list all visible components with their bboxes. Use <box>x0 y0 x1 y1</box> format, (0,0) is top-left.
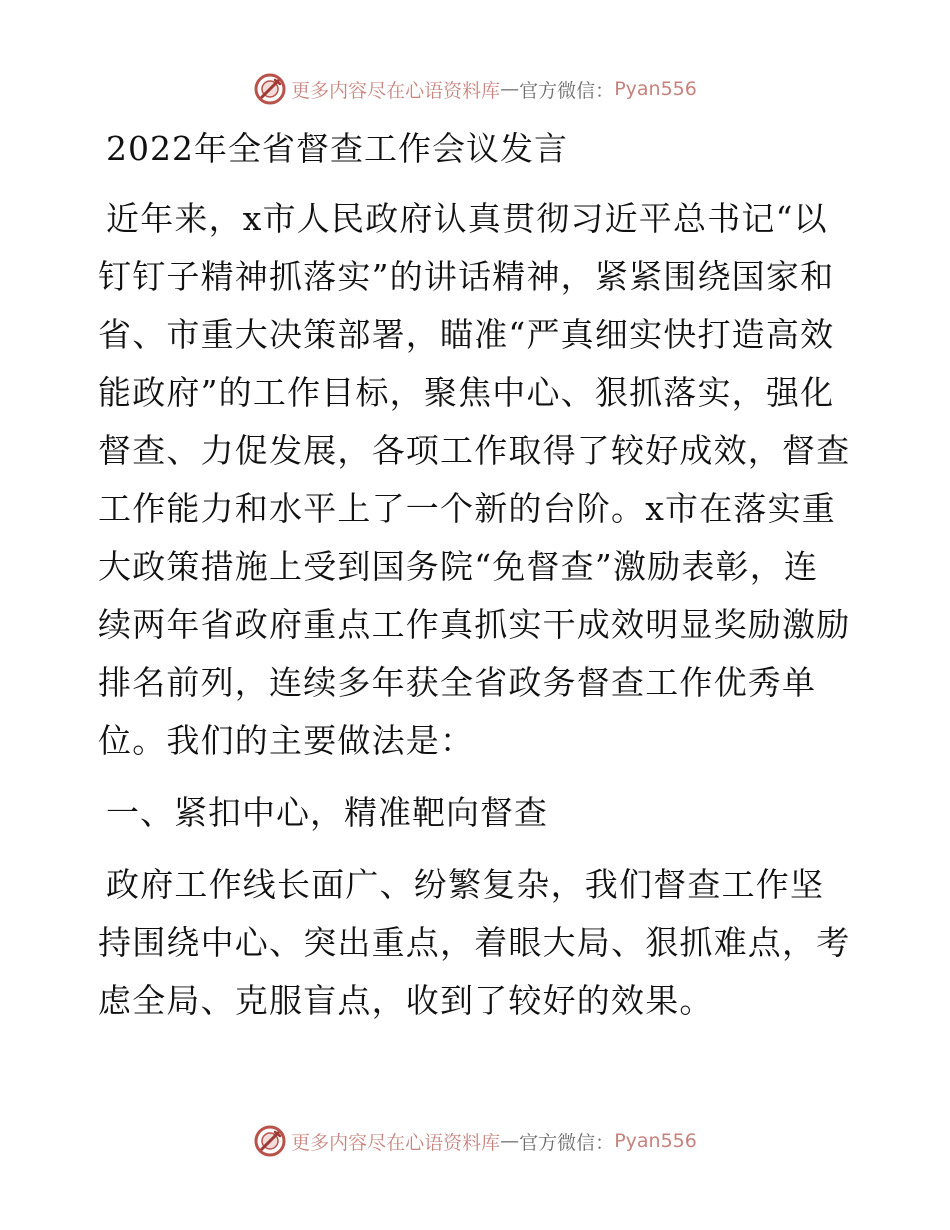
watermark-separator: — <box>500 1130 520 1152</box>
document-body <box>98 120 858 1030</box>
watermark-main-text: 更多内容尽在心语资料库 <box>291 1131 501 1154</box>
watermark-separator: — <box>500 78 520 100</box>
paragraph-line: 督查、力促发展，各项工作取得了较好成效，督查 <box>98 431 851 470</box>
paragraph-line: 大政策措施上受到国务院“免督查”激励表彰，连 <box>98 547 819 586</box>
paragraph-line: 工作能力和水平上了一个新的台阶。x市在落实重 <box>98 489 837 528</box>
paragraph-line: 排名前列，连续多年获全省政务督查工作优秀单 <box>98 663 817 702</box>
paragraph-line: 持围绕中心、突出重点，着眼大局、狠抓难点，考 <box>98 923 851 962</box>
red-circular-logo-icon <box>253 72 287 106</box>
paragraph-line: 能政府”的工作目标，聚焦中心、狠抓落实，强化 <box>98 373 835 412</box>
watermark-main-text: 更多内容尽在心语资料库 <box>291 79 501 102</box>
paragraph-line: 省、市重大决策部署，瞄准“严真细实快打造高效 <box>98 315 835 354</box>
paragraph-intro <box>98 190 858 770</box>
watermark-wechat-label: 官方微信： <box>519 79 615 102</box>
watermark-wechat-label: 官方微信： <box>519 1131 615 1154</box>
paragraph-line: 政府工作线长面广、纷繁复杂，我们督查工作坚 <box>106 865 825 904</box>
watermark-wechat-id: Pyan556 <box>614 78 697 100</box>
red-circular-logo-icon <box>253 1124 287 1158</box>
watermark-wechat-id: Pyan556 <box>614 1130 697 1152</box>
paragraph-line: 虑全局、克服盲点，收到了较好的效果。 <box>98 981 714 1020</box>
paragraph-line: 钉钉子精神抓落实”的讲话精神，紧紧围绕国家和 <box>98 257 835 296</box>
paragraph-line: 近年来，x市人民政府认真贯彻习近平总书记“以 <box>106 199 828 238</box>
section-heading: 一、紧扣中心，精准靶向督查 <box>106 793 548 832</box>
header-watermark <box>0 72 950 106</box>
paragraph-line: 续两年省政府重点工作真抓实干成效明显奖励激励 <box>98 605 851 644</box>
paragraph-line: 位。我们的主要做法是： <box>98 721 475 760</box>
paragraph-section-one <box>98 856 858 1030</box>
document-title: 2022年全省督查工作会议发言 <box>106 129 568 168</box>
footer-watermark <box>0 1124 950 1158</box>
